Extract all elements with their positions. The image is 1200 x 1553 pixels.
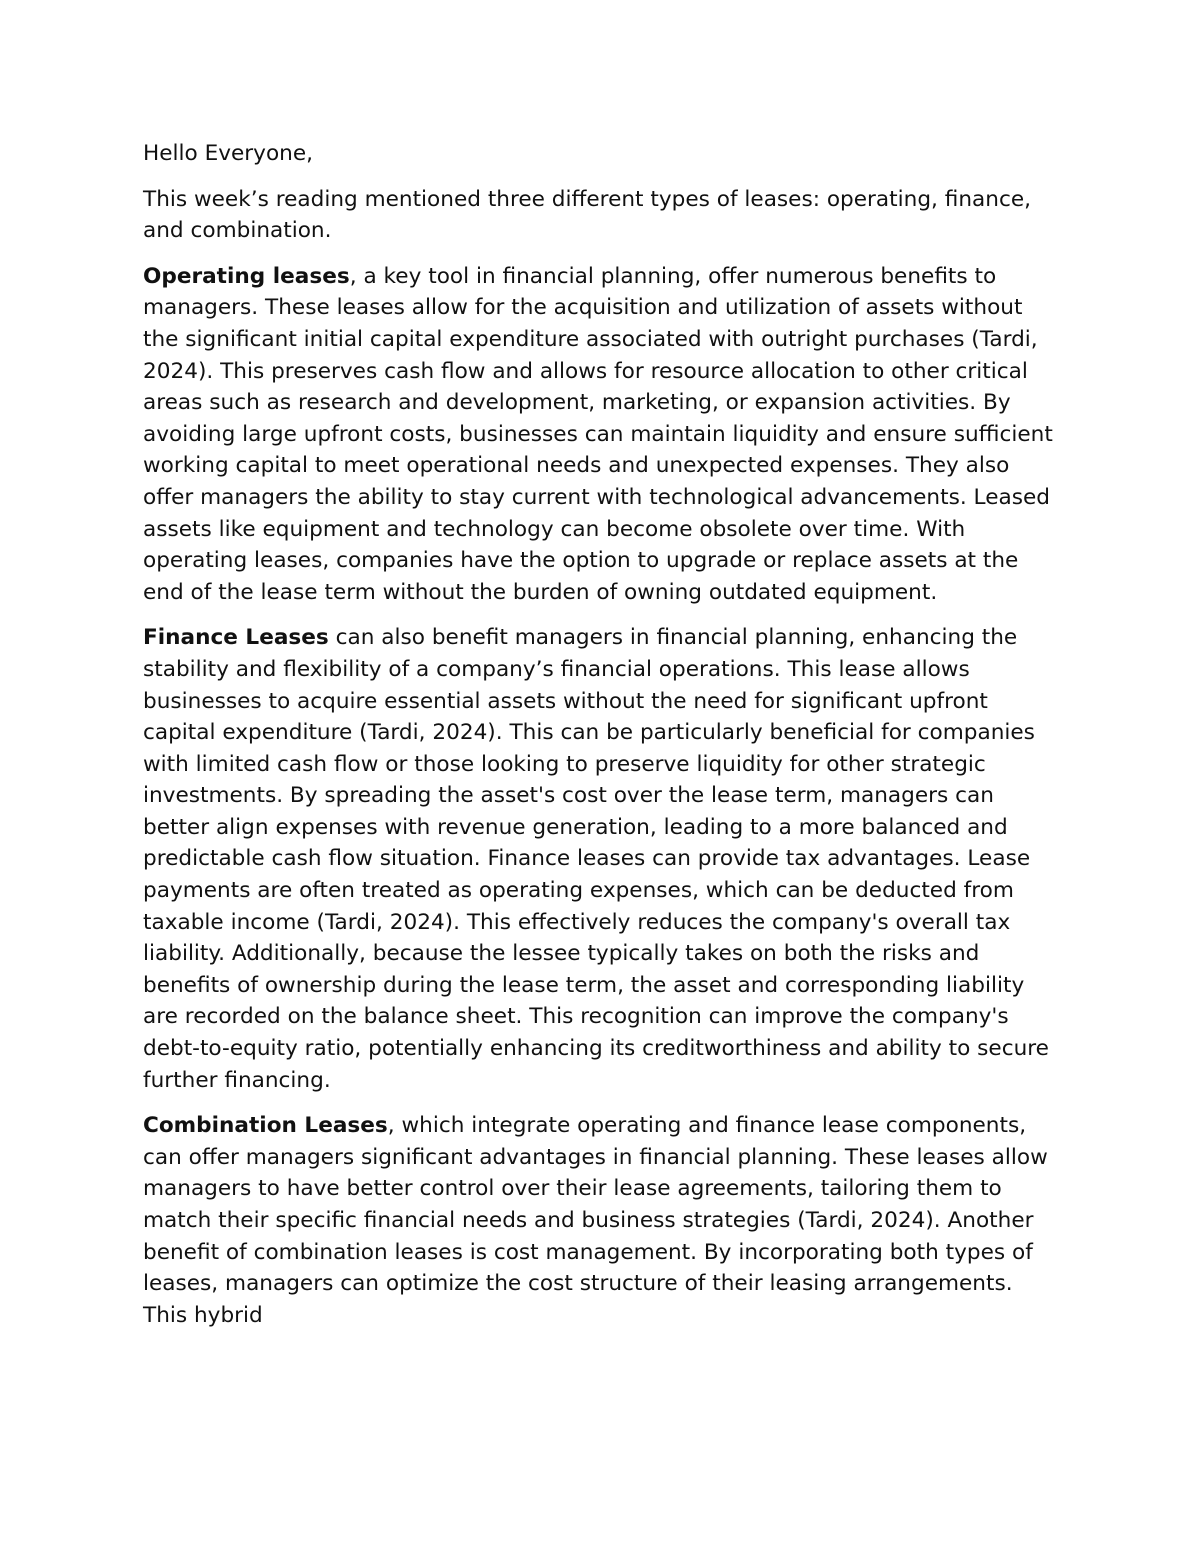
- operating-leases-paragraph: [143, 261, 1063, 609]
- finance-leases-paragraph: [143, 622, 1063, 1096]
- combination-leases-paragraph: [143, 1110, 1063, 1331]
- finance-leases-body: can also benefit managers in financial planning, enhancing the stability and flexibility of a company’s financial operations. This lease allows businesses to acquire essential assets without the need for significant upfront capital expenditure (Tardi, 2024). This can be particularly beneficial for companies with limited cash flow or those looking to preserve liquidity for other strategic investments. By spreading the asset's cost over the lease term, managers can better align expenses with revenue generation, leading to a more balanced and predictable cash flow situation. Finance leases can provide tax advantages. Lease payments are often treated as operating expenses, which can be deducted from taxable income (Tardi, 2024). This effectively reduces the company's overall tax liability. Additionally, because the lessee typically takes on both the risks and benefits of ownership during the lease term, the asset and corresponding liability are recorded on the balance sheet. This recognition can improve the company's debt-to-equity ratio, potentially enhancing its creditworthiness and ability to secure further financing.: [143, 625, 1049, 1093]
- greeting: Hello Everyone,: [143, 141, 314, 166]
- operating-leases-heading: Operating leases: [143, 263, 350, 289]
- intro-paragraph: This week’s reading mentioned three different types of leases: operating, finance, and combination.: [143, 186, 1031, 244]
- finance-leases-heading: Finance Leases: [143, 625, 329, 651]
- document-page: [143, 138, 1063, 1345]
- combination-leases-body: , which integrate operating and finance lease components, can offer managers significant advantages in financial planning. These leases allow managers to have better control over their lease agreements, tailoring them to match their specific financial needs and business strategies (Tardi, 2024). Another benefit of combination leases is cost management. By incorporating both types of leases, managers can optimize the cost structure of their leasing arrangements. This hybrid: [143, 1113, 1048, 1328]
- operating-leases-body: , a key tool in financial planning, offer numerous benefits to managers. These leases allow for the acquisition and utilization of assets without the significant initial capital expenditure associated with outright purchases (Tardi, 2024). This preserves cash flow and allows for resource allocation to other critical areas such as research and development, marketing, or expansion activities. By avoiding large upfront costs, businesses can maintain liquidity and ensure sufficient working capital to meet operational needs and unexpected expenses. They also offer managers the ability to stay current with technological advancements. Leased assets like equipment and technology can become obsolete over time. With operating leases, companies have the option to upgrade or replace assets at the end of the lease term without the burden of owning outdated equipment.: [143, 263, 1053, 605]
- combination-leases-heading: Combination Leases: [143, 1113, 388, 1139]
